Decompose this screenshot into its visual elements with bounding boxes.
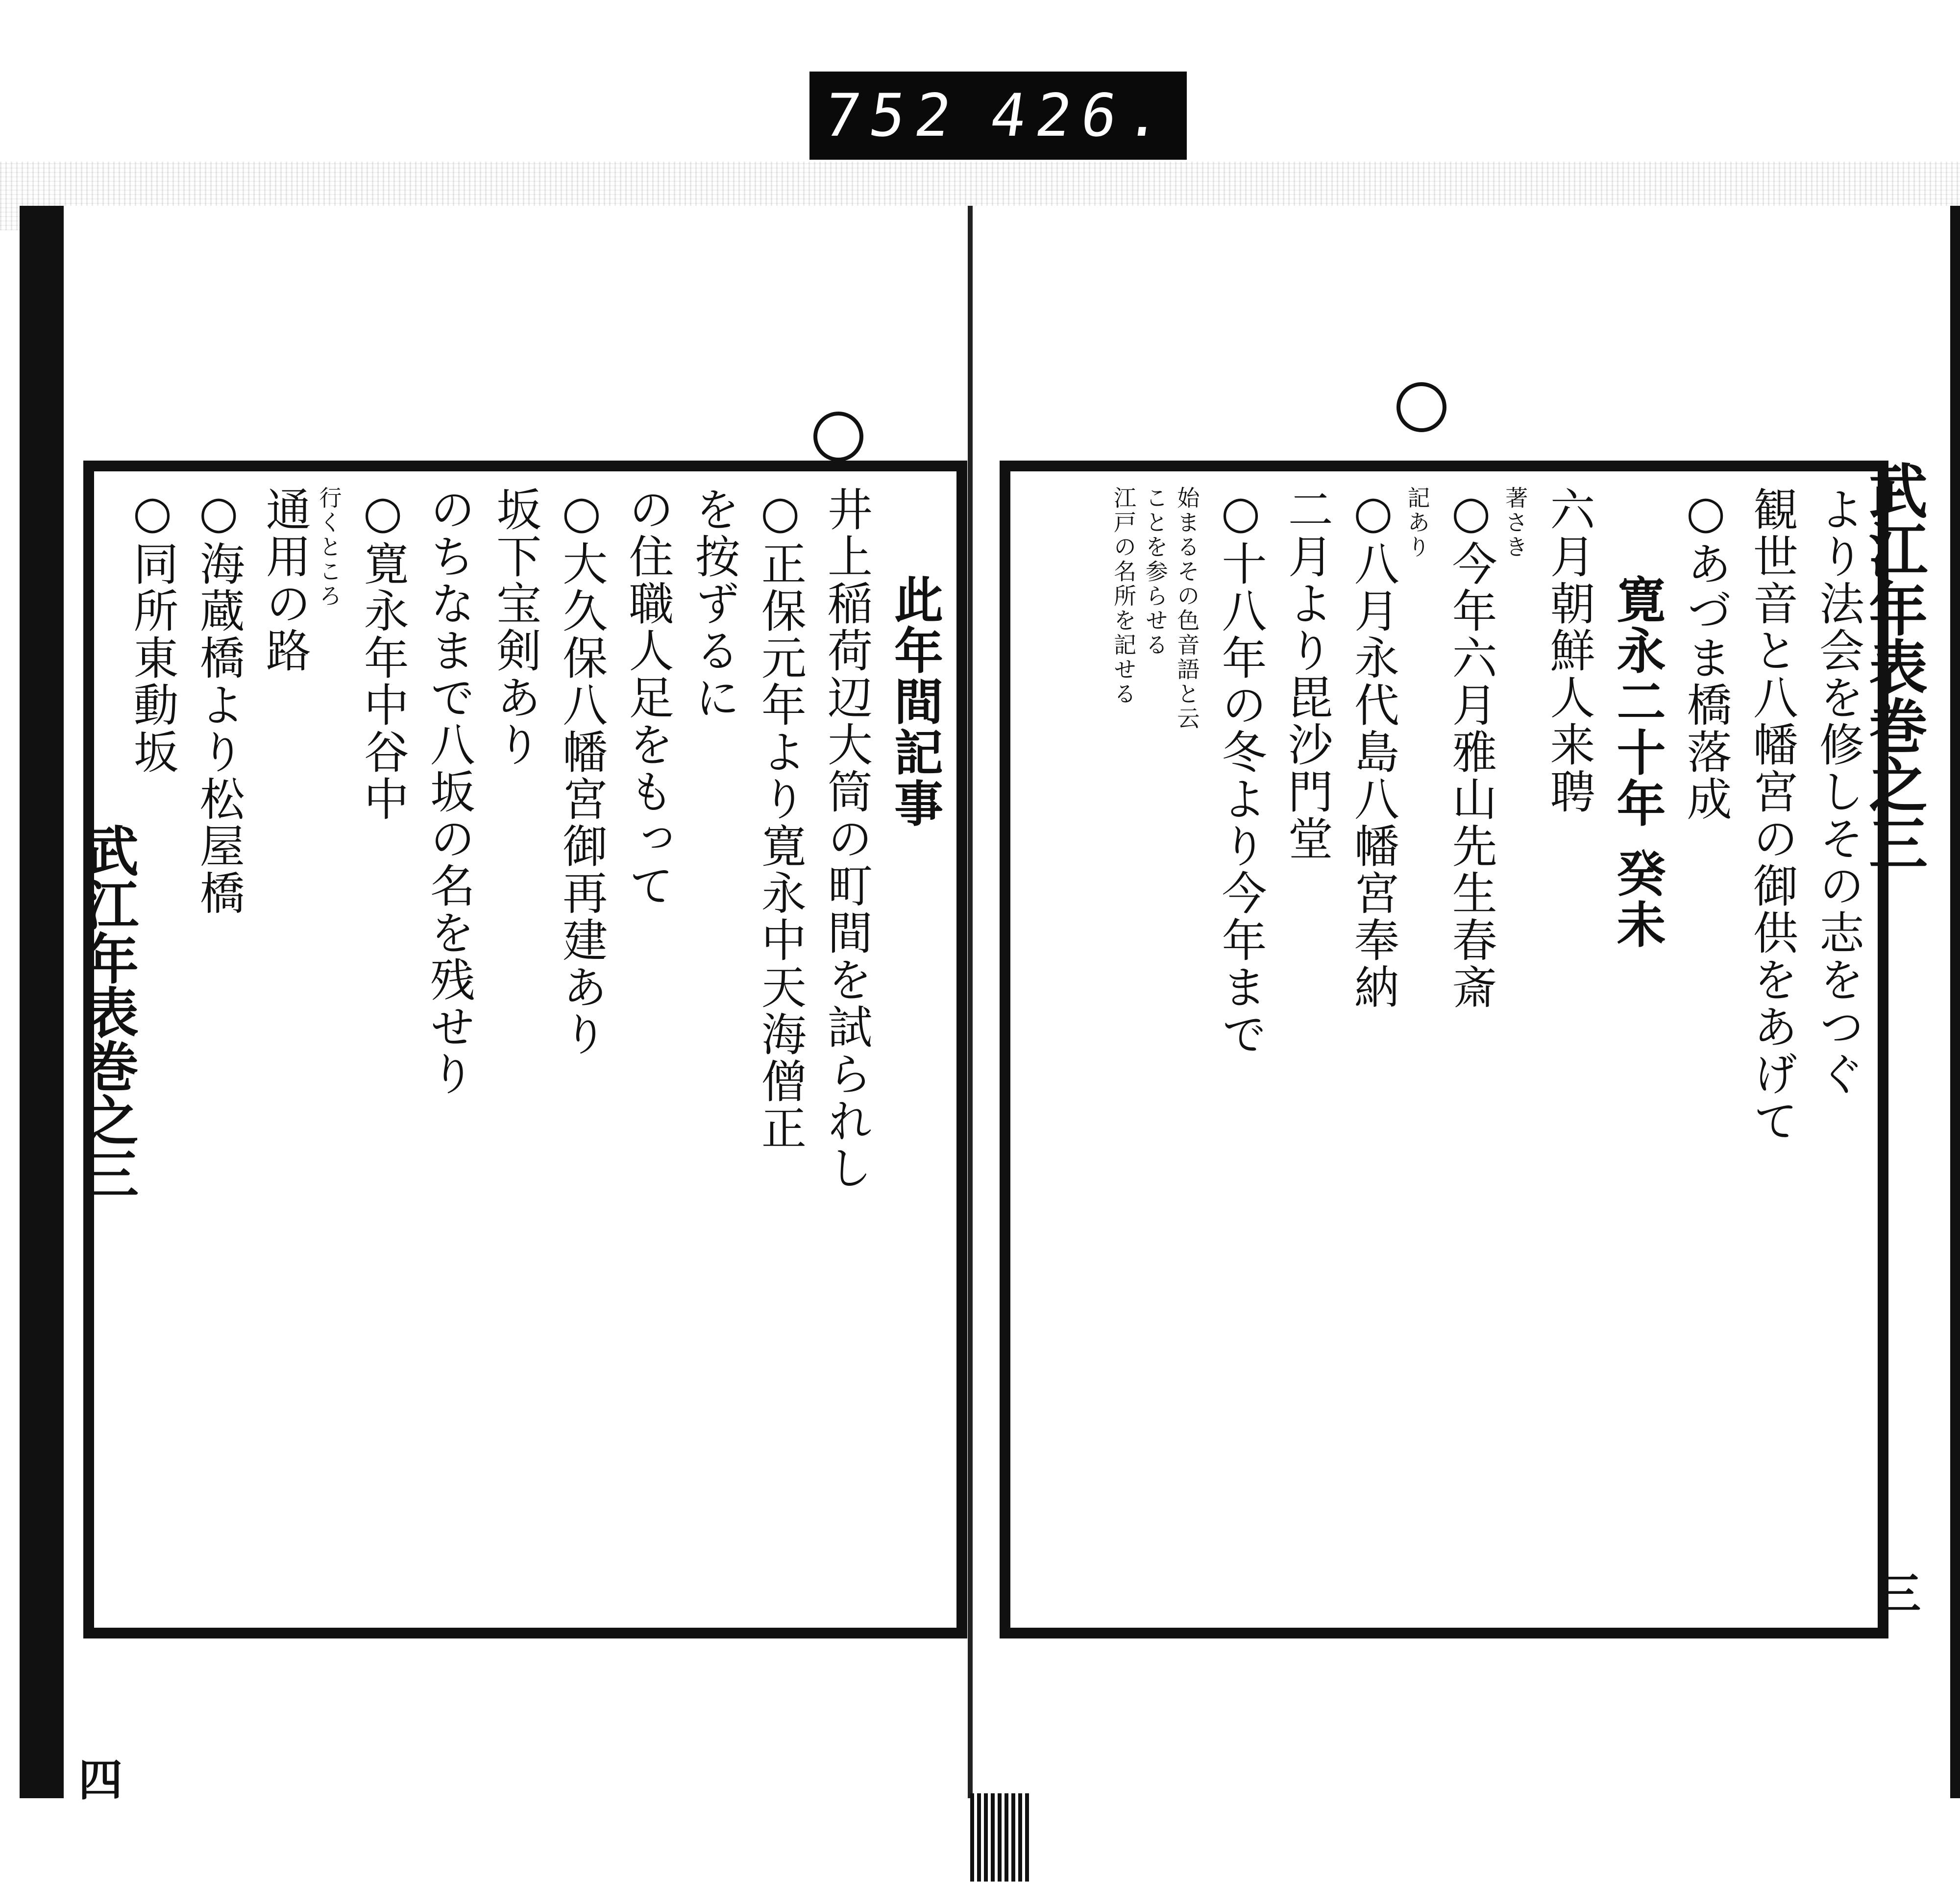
text-column: 始まるその色音語と云 <box>1174 486 1200 731</box>
text-column: 通用の路 <box>258 486 311 674</box>
page-folio: 四 <box>78 1754 122 1806</box>
right-page <box>980 206 1960 1798</box>
text-column: 井上稲荷辺大筒の町間を試られし <box>820 486 873 1192</box>
page-edge-fringe <box>970 1793 1029 1882</box>
text-column: ○あづま橋落成 <box>1679 486 1732 823</box>
text-column: を按ずるに <box>687 486 740 721</box>
text-column: のちなまで八坂の名を残せり <box>422 486 475 1098</box>
text-column: ○今年六月雅山先生春斎 <box>1445 486 1497 1011</box>
text-column: ○正保元年より寛永中天海僧正 <box>754 486 807 1152</box>
text-column: ○大久保八幡宮御再建あり <box>555 486 608 1058</box>
text-column: ○寛永年中谷中 <box>356 486 409 823</box>
text-column: ○八月永代島八幡宮奉納 <box>1347 486 1399 1011</box>
text-column: ○同所東動坂 <box>126 486 179 776</box>
text-column: 六月朝鮮人来聘 <box>1543 486 1595 815</box>
text-column: ○十八年の冬より今年まで <box>1214 486 1267 1058</box>
text-column: ○海蔵橋より松屋橋 <box>192 486 245 917</box>
page-folio: 三 <box>1877 1568 1921 1620</box>
section-heading: 此年間記事 <box>886 574 944 829</box>
text-column: 行くところ <box>316 486 343 609</box>
text-column: ことを参らせる <box>1142 486 1169 658</box>
reference-number-left: 752 <box>820 81 965 150</box>
text-column: 記あり <box>1404 486 1431 560</box>
binding-hole <box>1396 382 1446 432</box>
reference-number-label <box>809 72 1187 160</box>
margin-title: 武江年表巻之三 <box>1859 461 1928 872</box>
section-heading: 寛永二十年 癸未 <box>1608 574 1666 950</box>
text-column: 観世音と八幡宮の御供をあげて <box>1745 486 1798 1145</box>
left-page <box>20 206 1014 1806</box>
reference-number-right: 426. <box>986 81 1176 150</box>
text-column: の住職人足をもって <box>621 486 674 909</box>
book-spine <box>968 206 973 1798</box>
text-column: より法会を修しその志をつぐ <box>1812 486 1864 1098</box>
text-column: 坂下宝剣あり <box>489 486 542 768</box>
text-frame <box>1000 461 1888 1638</box>
text-column: 江戸の名所を記せる <box>1110 486 1137 707</box>
text-column: 著さき <box>1502 486 1529 560</box>
binding-hole <box>813 412 863 462</box>
margin-title: 武江年表巻之三 <box>76 823 139 1200</box>
right-text-area <box>1025 486 1863 1613</box>
left-text-area <box>109 486 942 1613</box>
open-book <box>20 206 1950 1806</box>
text-frame <box>83 461 967 1638</box>
text-column: 二月より毘沙門堂 <box>1280 486 1333 862</box>
